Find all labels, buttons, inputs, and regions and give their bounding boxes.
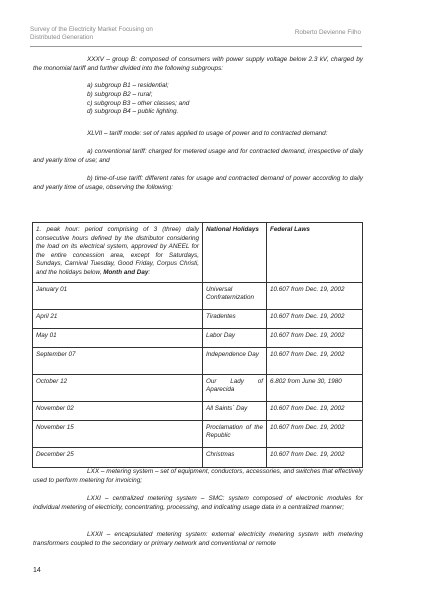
holiday-date: January 01	[33, 282, 203, 309]
national-holidays-header: National Holidays	[203, 223, 267, 283]
holiday-name: Our Lady of Aparecida	[203, 374, 267, 401]
holiday-date: December 25	[33, 447, 203, 467]
header-divider	[30, 46, 362, 47]
month-day-label: Month and Day	[103, 268, 149, 276]
paragraph-group-b: XXXV – group B: composed of consumers with power supply voltage below 2.3 kV, charged by the monomial tariff and further divided into the following subgroups:	[33, 56, 363, 72]
header-title-line1: Survey of the Electricity Market Focusing on	[30, 26, 153, 33]
holiday-law: 10.607 from Dec. 19, 2002	[267, 282, 363, 309]
holiday-law: 6.802 from June 30, 1980	[267, 374, 363, 401]
table-row	[33, 374, 363, 401]
holiday-date: October 12	[33, 374, 203, 401]
header-title	[30, 26, 230, 42]
holiday-date: November 02	[33, 401, 203, 420]
paragraph-metering-system: LXX – metering system – set of equipment, conductors, accessories, and switches that effectively used to perform metering for invoicing;	[33, 468, 363, 484]
table-row	[33, 309, 363, 328]
table-row	[33, 282, 363, 309]
list-item: a) subgroup B1 – residential;	[87, 82, 169, 89]
list-item: c) subgroup B3 – other classes; and	[87, 99, 190, 107]
table-row	[33, 401, 363, 420]
paragraph-conventional-tariff: a) conventional tariff: charged for metered usage and for contracted demand, irrespective of daily and yearly time of use; and	[33, 148, 363, 164]
holiday-name: Universal Confraternization	[203, 282, 267, 309]
holiday-law: 10.607 from Dec. 19, 2002	[267, 347, 363, 374]
federal-laws-header: Federal Laws	[267, 223, 363, 283]
holiday-law: 10.607 from Dec. 19, 2002	[267, 328, 363, 347]
table-row	[33, 328, 363, 347]
holiday-date: April 21	[33, 309, 203, 328]
page-number: 14	[33, 567, 41, 574]
paragraph-tariff-mode: XLVII – tariff mode: set of rates applied to usage of power and to contracted demand:	[87, 130, 328, 137]
paragraph-centralized-metering: LXXI – centralized metering system – SMC: system composed of electronic modules for individual metering of electricity, concentrating, processing, and indicating usage data in a centralized manner;	[33, 495, 363, 511]
subgroup-list	[87, 82, 189, 117]
holiday-name: Labor Day	[203, 328, 267, 347]
header-title-line2: Distributed Generation	[30, 34, 94, 41]
header-author: Roberto Devienne Filho	[294, 29, 361, 36]
list-item: d) subgroup B4 – public lighting.	[87, 108, 179, 116]
holiday-name: All Saints´ Day	[203, 401, 267, 420]
table-header-row	[33, 223, 363, 283]
peak-hour-definition: 1. peak hour: period comprising of 3 (three) daily consecutive hours defined by the distributor considering the load on its electrical system, approved by ANEEL for the entire concession area, except for Saturdays, Sundays, Carnival Tuesday, Good Friday, Corpus Christi, and the holidays below, Month and Day:	[33, 223, 203, 283]
holiday-law: 10.607 from Dec. 19, 2002	[267, 401, 363, 420]
holiday-law: 10.607 from Dec. 19, 2002	[267, 309, 363, 328]
holiday-law: 10.607 from Dec. 19, 2002	[267, 420, 363, 447]
holiday-name: Tiradentes	[203, 309, 267, 328]
holiday-date: November 15	[33, 420, 203, 447]
table-row	[33, 347, 363, 374]
holiday-name: Independence Day	[203, 347, 267, 374]
paragraph-time-of-use-tariff: b) time-of-use tariff: different rates for usage and contracted demand of power according to daily and yearly time of usage, observing the following:	[33, 175, 363, 191]
holiday-name: Christmas	[203, 447, 267, 467]
paragraph-encapsulated-metering: LXXII – encapsulated metering system: external electricity metering system with metering transformers coupled to the secondary or primary network and conventional or remote	[33, 531, 363, 547]
holiday-date: May 01	[33, 328, 203, 347]
holiday-law: 10.607 from Dec. 19, 2002	[267, 447, 363, 467]
table-row	[33, 447, 363, 467]
list-item: b) subgroup B2 – rural;	[87, 90, 153, 98]
holiday-name: Proclamation of the Republic	[203, 420, 267, 447]
holiday-date: September 07	[33, 347, 203, 374]
holidays-table	[32, 222, 363, 468]
table-row	[33, 420, 363, 447]
